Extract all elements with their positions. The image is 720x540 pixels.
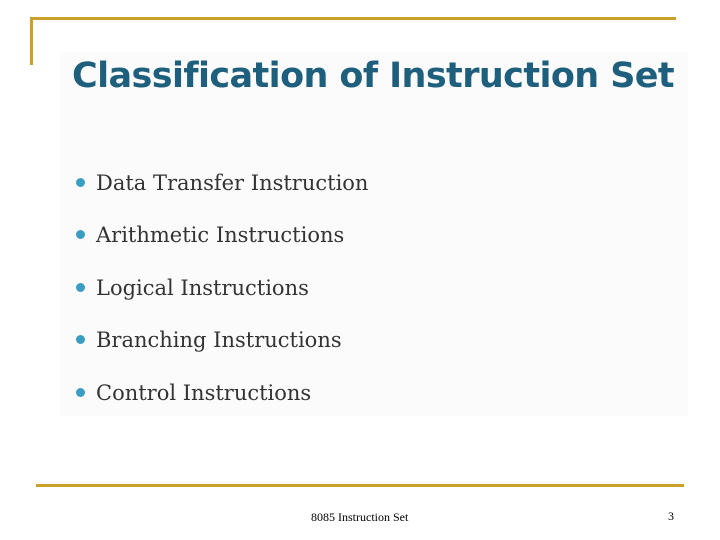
bullet-text: Arithmetic Instructions — [96, 223, 345, 248]
bullet-dot-icon — [76, 178, 85, 187]
bullet-item — [76, 376, 368, 428]
footer-text: 8085 Instruction Set — [311, 510, 409, 524]
bullet-text: Logical Instructions — [96, 275, 309, 300]
left-frame-line — [30, 17, 33, 65]
bullet-list — [76, 166, 368, 428]
footer-divider — [36, 484, 684, 487]
bullet-dot-icon — [76, 283, 85, 292]
bullet-item — [76, 166, 368, 218]
slide-title: Classification of Instruction Set — [72, 56, 675, 96]
bullet-item — [76, 323, 368, 375]
page-number: 3 — [668, 509, 674, 523]
bullet-dot-icon — [76, 388, 85, 397]
bullet-dot-icon — [76, 230, 85, 239]
top-frame-line — [30, 17, 676, 20]
bullet-dot-icon — [76, 335, 85, 344]
bullet-text: Control Instructions — [96, 380, 312, 405]
bullet-item — [76, 271, 368, 323]
bullet-item — [76, 218, 368, 270]
bullet-text: Data Transfer Instruction — [96, 171, 369, 195]
bullet-text: Branching Instructions — [96, 328, 342, 353]
